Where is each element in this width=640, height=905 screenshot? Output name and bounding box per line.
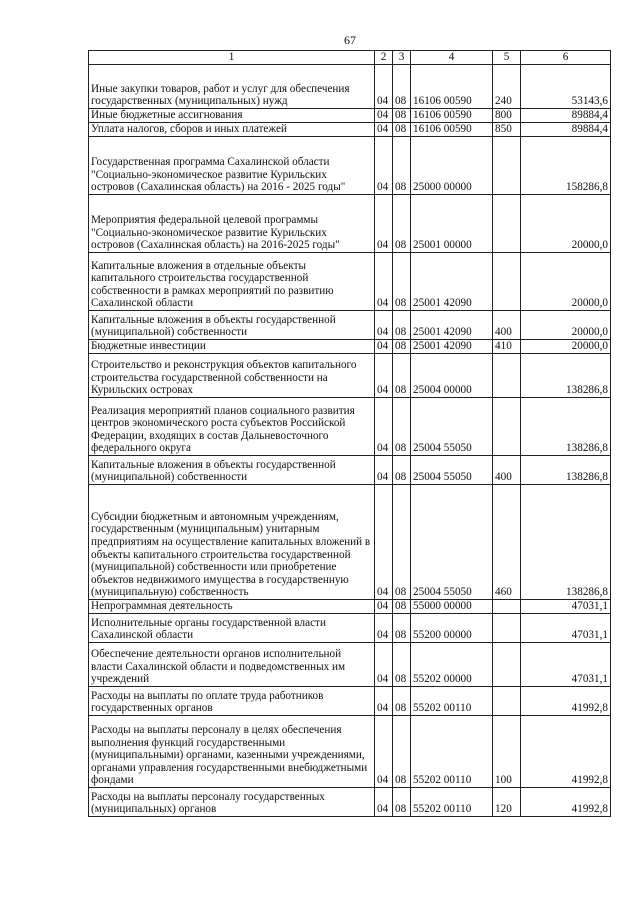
row-name: Непрограммная деятельность <box>89 600 375 614</box>
row-amount: 41992,8 <box>521 716 611 788</box>
row-name: Капитальные вложения в объекты государственной (муниципальной) собственности <box>89 311 375 340</box>
row-name: Иные бюджетные ассигнования <box>89 109 375 123</box>
row-section-code: 04 <box>375 456 393 485</box>
column-header: 1 <box>89 51 375 65</box>
column-header: 6 <box>521 51 611 65</box>
row-target-code: 25004 55050 <box>411 456 493 485</box>
table-row <box>89 311 611 340</box>
row-name: Государственная программа Сахалинской области "Социально-экономическое развитие Курильских островов (Сахалинская область) на 2016 - 2025 годы" <box>89 137 375 195</box>
row-target-code: 55202 00110 <box>411 716 493 788</box>
row-name: Капитальные вложения в отдельные объекты капитального строительства государственной собственности в рамках мероприятий по развитию Сахалинской области <box>89 253 375 311</box>
row-subsection-code: 08 <box>393 253 411 311</box>
row-target-code: 16106 00590 <box>411 123 493 137</box>
row-expense-type <box>493 253 521 311</box>
row-subsection-code: 08 <box>393 398 411 456</box>
table-row <box>89 600 611 614</box>
row-target-code: 25001 42090 <box>411 253 493 311</box>
row-amount: 41992,8 <box>521 788 611 817</box>
row-subsection-code: 08 <box>393 311 411 340</box>
row-target-code: 25001 00000 <box>411 195 493 253</box>
row-target-code: 25000 00000 <box>411 137 493 195</box>
table-row <box>89 716 611 788</box>
row-name: Расходы на выплаты персоналу государственных (муниципальных) органов <box>89 788 375 817</box>
row-section-code: 04 <box>375 643 393 687</box>
row-section-code: 04 <box>375 137 393 195</box>
row-target-code: 16106 00590 <box>411 109 493 123</box>
row-expense-type <box>493 600 521 614</box>
row-amount: 138286,8 <box>521 456 611 485</box>
row-expense-type <box>493 354 521 398</box>
table-row <box>89 643 611 687</box>
row-name: Иные закупки товаров, работ и услуг для обеспечения государственных (муниципальных) нужд <box>89 65 375 109</box>
table-row <box>89 614 611 643</box>
table-row <box>89 123 611 137</box>
row-section-code: 04 <box>375 311 393 340</box>
row-section-code: 04 <box>375 123 393 137</box>
table-row <box>89 253 611 311</box>
row-target-code: 25001 42090 <box>411 340 493 354</box>
row-target-code: 25004 55050 <box>411 485 493 600</box>
row-amount: 20000,0 <box>521 311 611 340</box>
row-amount: 47031,1 <box>521 643 611 687</box>
row-target-code: 55000 00000 <box>411 600 493 614</box>
table-row <box>89 456 611 485</box>
row-name: Строительство и реконструкция объектов капитального строительства государственной собственности на Курильских островах <box>89 354 375 398</box>
column-header: 4 <box>411 51 493 65</box>
row-name: Расходы на выплаты по оплате труда работников государственных органов <box>89 687 375 716</box>
row-expense-type <box>493 195 521 253</box>
row-section-code: 04 <box>375 614 393 643</box>
row-target-code: 16106 00590 <box>411 65 493 109</box>
table-row <box>89 354 611 398</box>
row-section-code: 04 <box>375 485 393 600</box>
row-section-code: 04 <box>375 716 393 788</box>
row-amount: 138286,8 <box>521 354 611 398</box>
column-header: 5 <box>493 51 521 65</box>
row-section-code: 04 <box>375 340 393 354</box>
row-subsection-code: 08 <box>393 354 411 398</box>
row-amount: 138286,8 <box>521 398 611 456</box>
row-name: Исполнительные органы государственной власти Сахалинской области <box>89 614 375 643</box>
row-target-code: 55202 00110 <box>411 788 493 817</box>
row-amount: 89884,4 <box>521 123 611 137</box>
row-section-code: 04 <box>375 195 393 253</box>
row-expense-type <box>493 614 521 643</box>
row-expense-type: 400 <box>493 311 521 340</box>
row-amount: 53143,6 <box>521 65 611 109</box>
row-amount: 47031,1 <box>521 614 611 643</box>
row-amount: 41992,8 <box>521 687 611 716</box>
row-subsection-code: 08 <box>393 456 411 485</box>
row-name: Обеспечение деятельности органов исполнительной власти Сахалинской области и подведомственных им учреждений <box>89 643 375 687</box>
table-row <box>89 485 611 600</box>
row-target-code: 55200 00000 <box>411 614 493 643</box>
row-target-code: 55202 00000 <box>411 643 493 687</box>
row-subsection-code: 08 <box>393 123 411 137</box>
row-expense-type: 120 <box>493 788 521 817</box>
row-expense-type: 800 <box>493 109 521 123</box>
table-row <box>89 340 611 354</box>
row-expense-type: 400 <box>493 456 521 485</box>
row-section-code: 04 <box>375 600 393 614</box>
row-name: Расходы на выплаты персоналу в целях обеспечения выполнения функций государственными (муниципальными) органами, казенными учреждениями, органами управления государственными внебюджетными фондами <box>89 716 375 788</box>
row-subsection-code: 08 <box>393 614 411 643</box>
row-subsection-code: 08 <box>393 687 411 716</box>
row-section-code: 04 <box>375 687 393 716</box>
row-expense-type: 460 <box>493 485 521 600</box>
table-row <box>89 109 611 123</box>
row-subsection-code: 08 <box>393 340 411 354</box>
row-amount: 158286,8 <box>521 137 611 195</box>
header-row <box>89 51 611 65</box>
row-subsection-code: 08 <box>393 137 411 195</box>
row-section-code: 04 <box>375 109 393 123</box>
budget-table <box>88 50 611 817</box>
table-row <box>89 195 611 253</box>
row-name: Капитальные вложения в объекты государственной (муниципальной) собственности <box>89 456 375 485</box>
row-amount: 20000,0 <box>521 195 611 253</box>
row-expense-type: 410 <box>493 340 521 354</box>
row-subsection-code: 08 <box>393 788 411 817</box>
row-section-code: 04 <box>375 398 393 456</box>
row-amount: 20000,0 <box>521 253 611 311</box>
row-section-code: 04 <box>375 65 393 109</box>
table-row <box>89 398 611 456</box>
row-section-code: 04 <box>375 354 393 398</box>
table-row <box>89 687 611 716</box>
row-expense-type: 240 <box>493 65 521 109</box>
row-subsection-code: 08 <box>393 643 411 687</box>
row-section-code: 04 <box>375 788 393 817</box>
table-row <box>89 788 611 817</box>
row-name: Субсидии бюджетным и автономным учреждениям, государственным (муниципальным) унитарным предприятиям на осуществление капитальных вложений в объекты капитального строительства государственной (муниципальной) собственности или приобретение объектов недвижимого имущества в государственную (муниципальную) собственность <box>89 485 375 600</box>
table-row <box>89 137 611 195</box>
table-row <box>89 65 611 109</box>
row-subsection-code: 08 <box>393 65 411 109</box>
row-target-code: 25004 00000 <box>411 354 493 398</box>
row-expense-type <box>493 398 521 456</box>
row-name: Реализация мероприятий планов социального развития центров экономического роста субъектов Российской Федерации, входящих в состав Дальневосточного федерального округа <box>89 398 375 456</box>
row-target-code: 25001 42090 <box>411 311 493 340</box>
row-subsection-code: 08 <box>393 195 411 253</box>
column-header: 3 <box>393 51 411 65</box>
row-expense-type: 850 <box>493 123 521 137</box>
row-expense-type: 100 <box>493 716 521 788</box>
row-section-code: 04 <box>375 253 393 311</box>
row-expense-type <box>493 137 521 195</box>
row-subsection-code: 08 <box>393 716 411 788</box>
row-target-code: 55202 00110 <box>411 687 493 716</box>
row-amount: 20000,0 <box>521 340 611 354</box>
row-name: Бюджетные инвестиции <box>89 340 375 354</box>
row-name: Мероприятия федеральной целевой программы "Социально-экономическое развитие Курильских островов (Сахалинская область) на 2016-2025 годы" <box>89 195 375 253</box>
row-amount: 89884,4 <box>521 109 611 123</box>
row-expense-type <box>493 643 521 687</box>
row-target-code: 25004 55050 <box>411 398 493 456</box>
row-subsection-code: 08 <box>393 600 411 614</box>
page-number: 67 <box>344 33 356 47</box>
row-amount: 138286,8 <box>521 485 611 600</box>
column-header: 2 <box>375 51 393 65</box>
row-subsection-code: 08 <box>393 485 411 600</box>
row-subsection-code: 08 <box>393 109 411 123</box>
row-expense-type <box>493 687 521 716</box>
row-name: Уплата налогов, сборов и иных платежей <box>89 123 375 137</box>
row-amount: 47031,1 <box>521 600 611 614</box>
